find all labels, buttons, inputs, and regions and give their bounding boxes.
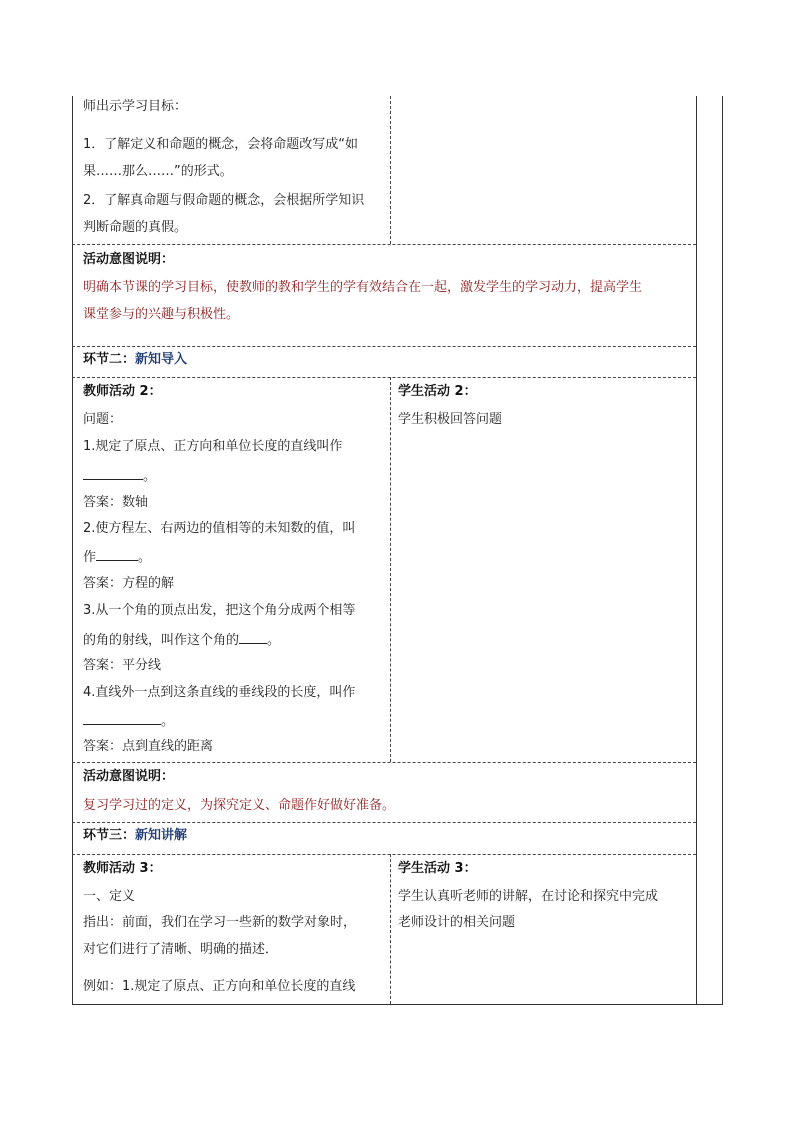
teacher-3-line: 对它们进行了清晰、明确的描述．: [83, 942, 279, 957]
intent-1-line-1: 明确本节课的学习目标，使教师的教和学生的学有效结合在一起，激发学生的学习动力，提高学生: [83, 280, 643, 295]
table-right-border-outer: [722, 96, 723, 1004]
teacher-3-line: 一、定义: [83, 889, 136, 904]
teacher-2-line: 。: [83, 466, 156, 485]
section-3-label: 环节三：: [83, 828, 136, 843]
teacher-2-line: 4.直线外一点到这条直线的垂线段的长度，叫作: [83, 685, 356, 700]
teacher-3-title: 教师活动 3：: [83, 861, 162, 876]
row-divider: [72, 822, 696, 823]
teacher-2-answer: 答案：平分线: [83, 658, 162, 673]
student-2-text: 学生积极回答问题: [398, 412, 503, 427]
intent-2-title: 活动意图说明：: [83, 769, 175, 784]
goal-2-line-1: 2．了解真命题与假命题的概念，会根据所学知识: [83, 193, 365, 208]
goal-1-line-1: 1．了解定义和命题的概念，会将命题改写成“如: [83, 137, 359, 152]
intent-2-text: 复习学习过的定义，为探究定义、命题作好做好准备。: [83, 798, 396, 813]
goals-intro: 师出示学习目标：: [83, 99, 188, 114]
row-divider: [72, 244, 696, 245]
column-divider: [390, 377, 391, 762]
teacher-3-line: 指出：前面，我们在学习一些新的数学对象时，: [83, 915, 357, 930]
answer-blank: [83, 466, 143, 480]
teacher-3-line: 例如：1.规定了原点、正方向和单位长度的直线: [83, 979, 356, 994]
column-divider: [390, 854, 391, 1004]
section-2-label: 环节二：: [83, 352, 136, 367]
student-3-title: 学生活动 3：: [398, 861, 477, 876]
teacher-2-line: 的角的射线，叫作这个角的 。: [83, 630, 280, 649]
row-divider: [72, 377, 696, 378]
table-bottom-border: [72, 1004, 723, 1005]
student-3-line: 学生认真听老师的讲解，在讨论和探究中完成: [398, 889, 659, 904]
section-3-name: 新知讲解: [135, 828, 188, 843]
answer-blank: [96, 547, 138, 561]
answer-blank: [239, 630, 267, 644]
intent-1-line-2: 课堂参与的兴趣与积极性。: [83, 307, 240, 322]
teacher-2-line: 1.规定了原点、正方向和单位长度的直线叫作: [83, 439, 343, 454]
teacher-2-answer: 答案：点到直线的距离: [83, 739, 214, 754]
section-2-header: [83, 351, 187, 368]
section-2-name: 新知导入: [135, 352, 188, 367]
column-divider: [390, 96, 391, 244]
student-2-title: 学生活动 2：: [398, 384, 477, 399]
table-right-border-inner: [696, 96, 697, 1004]
teacher-2-title: 教师活动 2：: [83, 384, 162, 399]
section-3-header: [83, 827, 187, 844]
teacher-2-line: 3.从一个角的顶点出发，把这个角分成两个相等: [83, 603, 356, 618]
row-divider: [72, 346, 696, 347]
table-left-border: [72, 96, 73, 1004]
teacher-2-answer: 答案：数轴: [83, 495, 149, 510]
teacher-2-line: 。: [83, 711, 174, 730]
answer-blank: [83, 711, 161, 725]
teacher-2-line: 2.使方程左、右两边的值相等的未知数的值，叫: [83, 521, 356, 536]
goal-2-line-2: 判断命题的真假。: [83, 220, 188, 235]
goal-1-line-2: 果……那么……”的形式。: [83, 164, 233, 179]
student-3-line: 老师设计的相关问题: [398, 915, 516, 930]
teacher-2-answer: 答案：方程的解: [83, 576, 175, 591]
row-divider: [72, 854, 696, 855]
intent-1-title: 活动意图说明：: [83, 252, 175, 267]
teacher-2-line: 作 。: [83, 547, 151, 566]
row-divider: [72, 762, 696, 763]
teacher-2-line: 问题：: [83, 412, 123, 427]
